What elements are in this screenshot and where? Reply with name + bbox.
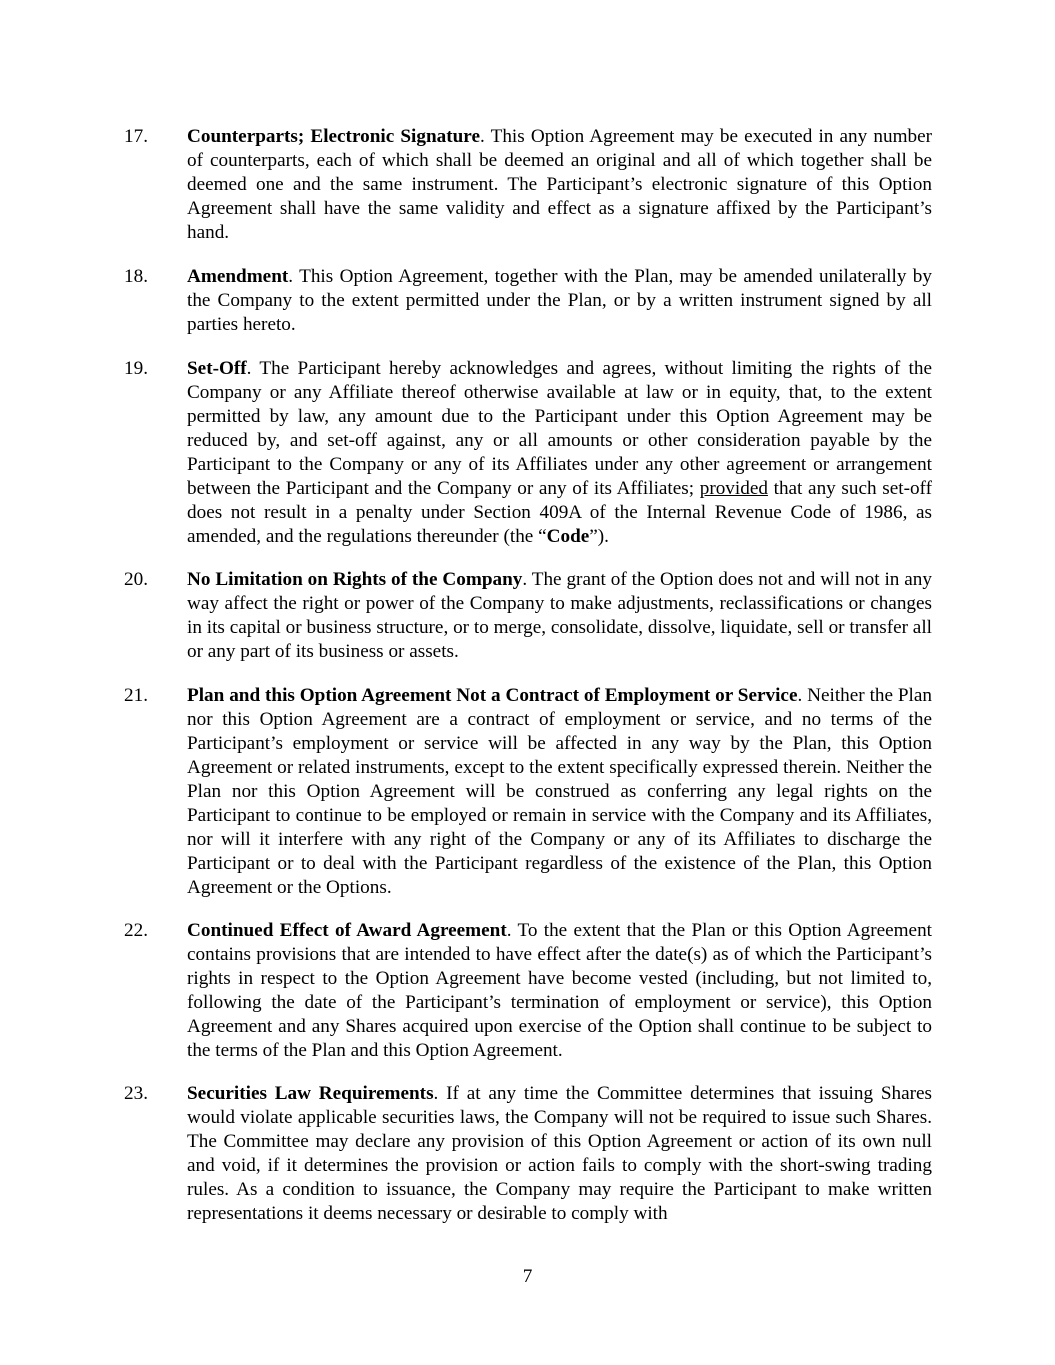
defined-term: Code [546, 526, 590, 547]
underlined-term: provided [699, 478, 768, 499]
section-number: 17. [124, 126, 148, 147]
section-text: . To the extent that the Plan or this Option Agreement contains provisions that are intended to have effect after the date(s) as of which the Participant’s rights in respect to the Option Agreement have become vested (including, but not limited to, following the date of the Participant’s termination of employment or service), this Option Agreement and any Shares acquired upon exercise of the Option shall continue to be subject to the terms of the Plan and this Option Agreement. [187, 920, 932, 1061]
section-title: Securities Law Requirements [187, 1083, 434, 1104]
page-number: 7 [522, 1266, 533, 1287]
section-text: . The grant of the Option does not and will not in any way affect the right or power of the Company to make adjustments, reclassifications or changes in its capital or business structure, or to merge, consolidate, dissolve, liquidate, sell or transfer all or any part of its business or assets. [187, 569, 932, 662]
section-body [187, 125, 932, 245]
section-title: Amendment [187, 266, 289, 287]
section-text-end: ”). [589, 526, 609, 547]
section-text: . This Option Agreement may be executed in any number of counterparts, each of which shall be deemed an original and all of which together shall be deemed one and the same instrument. The Participant’s electronic signature of this Option Agreement shall have the same validity and effect as a signature affixed by the Participant’s hand. [187, 126, 932, 243]
section-number: 19. [124, 358, 148, 379]
section-number: 20. [124, 569, 148, 590]
section-20 [124, 568, 932, 664]
section-body [187, 568, 932, 664]
section-title: Continued Effect of Award Agreement [187, 920, 507, 941]
section-21 [124, 684, 932, 900]
section-text: . The Participant hereby acknowledges and agrees, without limiting the rights of the Company or any Affiliate thereof otherwise available at law or in equity, that, to the extent permitted by law, any amount due to the Participant under this Option Agreement may be reduced by, and set-off against, any or all amounts or other consideration payable by the Participant to the Company or any of its Affiliates under any other agreement or arrangement between the Participant and the Company or any of its Affiliates; [187, 358, 932, 499]
section-title: No Limitation on Rights of the Company [187, 569, 523, 590]
section-text: . If at any time the Committee determines that issuing Shares would violate applicable securities laws, the Company will not be required to issue such Shares. The Committee may declare any provision of this Option Agreement or action of its own null and void, if it determines the provision or action fails to comply with the short-swing trading rules. As a condition to issuance, the Company may require the Participant to make written representations it deems necessary or desirable to comply with [187, 1083, 933, 1224]
section-22 [124, 919, 932, 1063]
section-title: Set-Off [187, 358, 247, 379]
section-title: Plan and this Option Agreement Not a Contract of Employment or Service [187, 685, 798, 706]
section-title: Counterparts; Electronic Signature [187, 126, 480, 147]
section-number: 23. [124, 1083, 148, 1104]
section-19 [124, 357, 932, 549]
section-number: 21. [124, 685, 148, 706]
section-23 [124, 1082, 932, 1226]
section-body [187, 1082, 932, 1226]
section-body [187, 265, 932, 337]
section-body [187, 684, 932, 900]
section-17 [124, 125, 932, 245]
section-body [187, 357, 932, 549]
section-number: 22. [124, 920, 148, 941]
section-text-continued: that any such set-off does not result in a penalty under Section 409A of the Internal Revenue Code of 1986, as amended, and the regulations thereunder (the “ [187, 478, 932, 547]
section-text: . Neither the Plan nor this Option Agreement are a contract of employment or service, and no terms of the Participant’s employment or service will be affected in any way by the Plan, this Option Agreement or related instruments, except to the extent specifically expressed therein. Neither the Plan nor this Option Agreement will be construed as conferring any legal rights on the Participant to continue to be employed or remain in service with the Company and its Affiliates, nor will it interfere with any right of the Company or any of its Affiliates to discharge the Participant or to deal with the Participant regardless of the existence of the Plan, this Option Agreement or the Options. [187, 685, 933, 898]
section-body [187, 919, 932, 1063]
section-text: . This Option Agreement, together with the Plan, may be amended unilaterally by the Company to the extent permitted under the Plan, or by a written instrument signed by all parties hereto. [187, 266, 932, 335]
section-18 [124, 265, 932, 337]
section-number: 18. [124, 266, 148, 287]
